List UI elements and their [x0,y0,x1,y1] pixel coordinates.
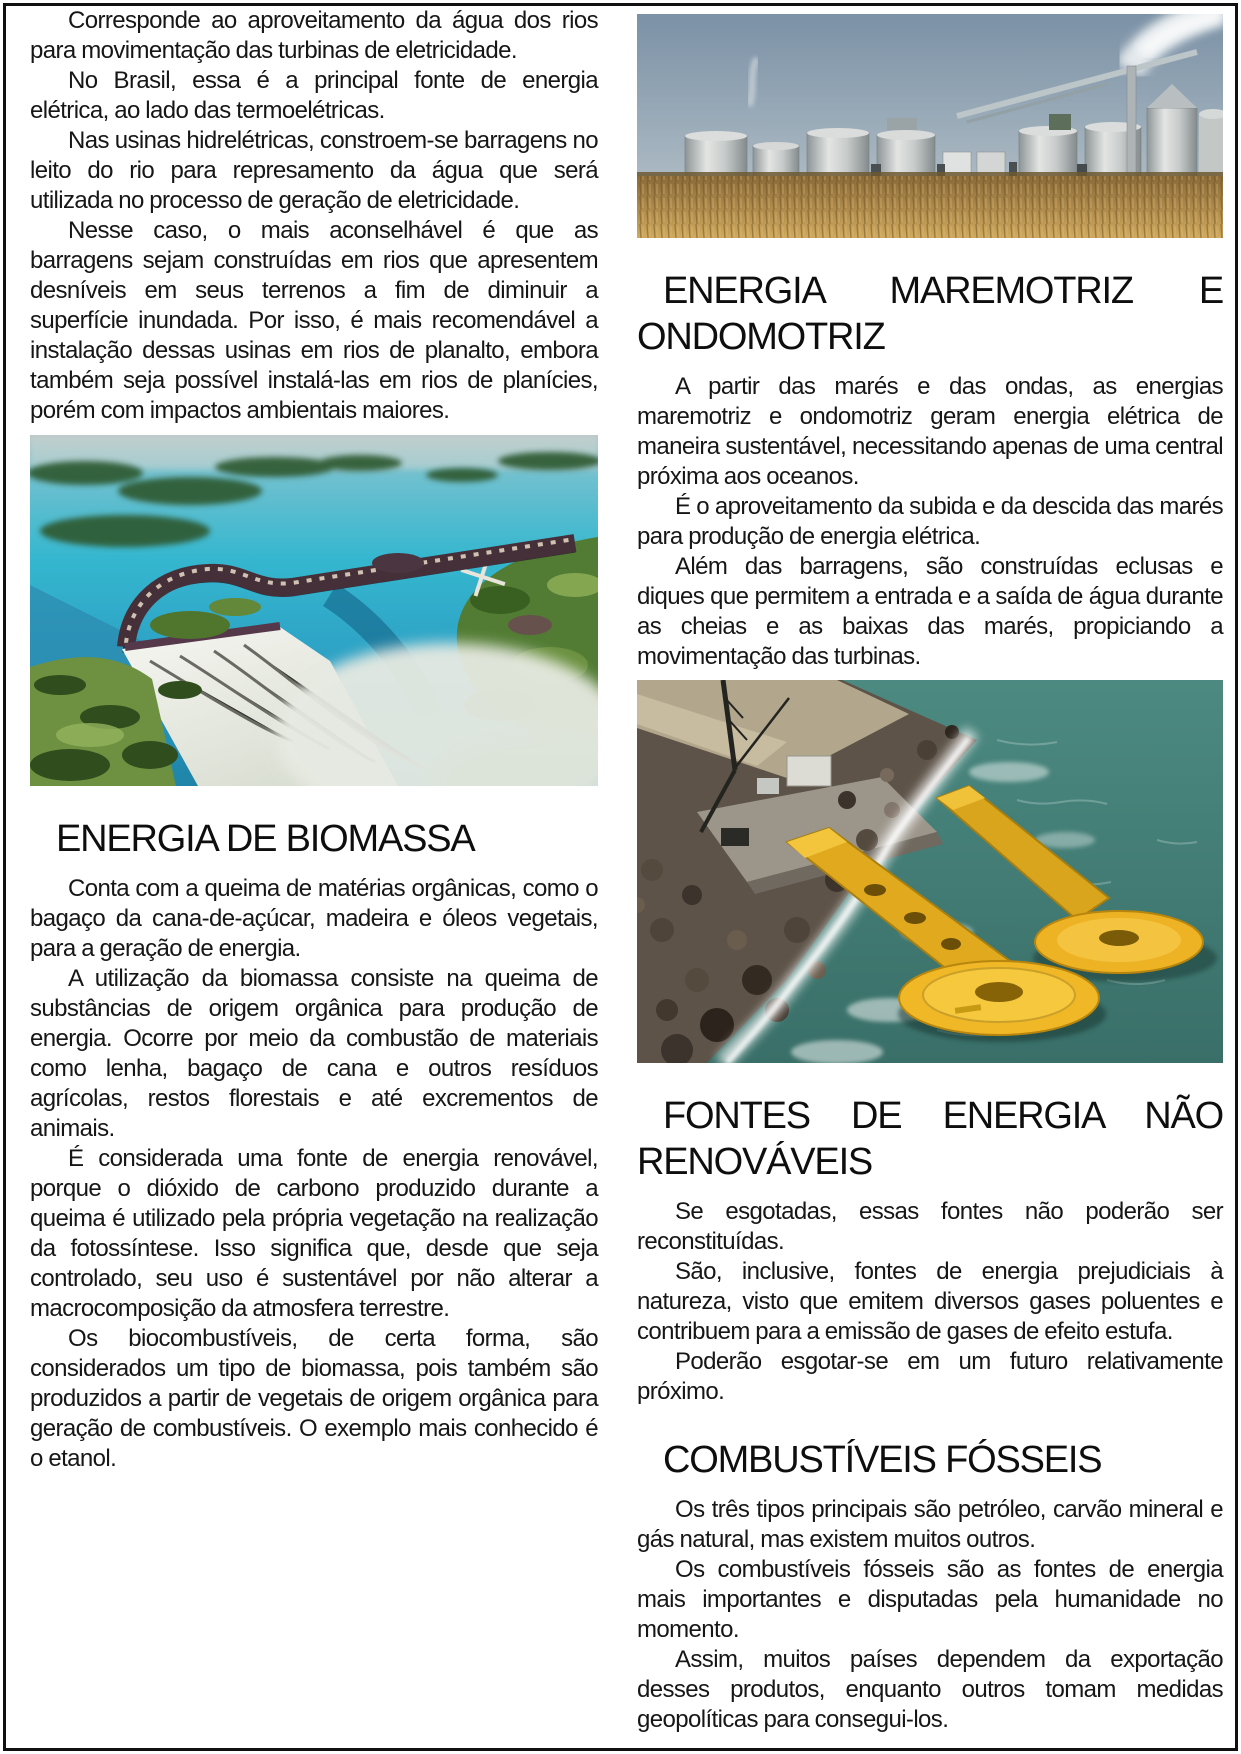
heading-energia-maremotriz-e-ondomotriz: ENERGIA MAREMOTRIZ E ONDOMOTRIZ [637,270,1223,358]
heading-fontes-nao-renovaveis: FONTES DE ENERGIA NÃO RENOVÁVEIS [637,1095,1223,1183]
paragraph-biomassa-2: A utilização da biomassa consiste na queima de substâncias de origem orgânica para produção de energia. Ocorre por meio da combustão de materiais como lenha, bagaço de cana e outros resíduos agrícolas, restos florestais e até excrementos de animais. [30,965,598,1142]
paragraph-biomassa-1: Conta com a queima de matérias orgânicas, como o bagaço da cana-de-açúcar, madeira e óleos vegetais, para a geração de energia. [30,875,598,962]
wave-energy-device-photo [637,680,1223,1063]
biofuel-plant-silos-photo [637,14,1223,238]
paragraph-nao-renovaveis-2: São, inclusive, fontes de energia prejudiciais à natureza, visto que emitem diversos gases poluentes e contribuem para a emissão de gases de efeito estufa. [637,1258,1223,1345]
paragraph-hidro-2: No Brasil, essa é a principal fonte de energia elétrica, ao lado das termoelétricas. [30,67,598,124]
paragraph-biomassa-3: É considerada uma fonte de energia renovável, porque o dióxido de carbono produzido durante a queima é utilizado pela própria vegetação na realização da fotossíntese. Isso significa que, desde que seja controlado, seu uso é sustentável por não alterar a macrocomposição da atmosfera terrestre. [30,1145,598,1322]
paragraph-fosseis-2: Os combustíveis fósseis são as fontes de energia mais importantes e disputadas pela humanidade no momento. [637,1556,1223,1643]
paragraph-maremotriz-1: A partir das marés e das ondas, as energias maremotriz e ondomotriz geram energia elétrica de maneira sustentável, necessitando apenas de uma central próxima aos oceanos. [637,373,1223,490]
paragraph-hidro-4: Nesse caso, o mais aconselhável é que as barragens sejam construídas em rios que apresentem desníveis em seus terrenos a fim de diminuir a superfície inundada. Por isso, é mais recomendável a instalação dessas usinas em rios de planalto, embora também seja possível instalá-las em rios de planícies, porém com impactos ambientais maiores. [30,217,598,424]
heading-energia-de-biomassa: ENERGIA DE BIOMASSA [56,818,475,860]
paragraph-hidro-3: Nas usinas hidrelétricas, constroem-se barragens no leito do rio para represamento da água que será utilizada no processo de geração de eletricidade. [30,127,598,214]
paragraph-biomassa-4: Os biocombustíveis, de certa forma, são considerados um tipo de biomassa, pois também são produzidos a partir de vegetais de origem orgânica para geração de combustíveis. O exemplo mais conhecido é o etanol. [30,1325,598,1472]
left-column [30,6,598,1474]
paragraph-nao-renovaveis-1: Se esgotadas, essas fontes não poderão ser reconstituídas. [637,1198,1223,1255]
paragraph-maremotriz-3: Além das barragens, são construídas eclusas e diques que permitem a entrada e a saída de água durante as cheias e as baixas das marés, propiciando a movimentação das turbinas. [637,553,1223,670]
hydroelectric-dam-aerial-photo [30,435,598,786]
paragraph-hidro-1: Corresponde ao aproveitamento da água dos rios para movimentação das turbinas de eletricidade. [30,7,598,64]
paragraph-maremotriz-2: É o aproveitamento da subida e da descida das marés para produção de energia elétrica. [637,493,1223,550]
paragraph-fosseis-3: Assim, muitos países dependem da exportação desses produtos, enquanto outros tomam medidas geopolíticas para consegui-los. [637,1646,1223,1733]
heading-combustiveis-fosseis: COMBUSTÍVEIS FÓSSEIS [663,1439,1102,1481]
right-column [637,14,1223,1735]
paragraph-fosseis-1: Os três tipos principais são petróleo, carvão mineral e gás natural, mas existem muitos outros. [637,1496,1223,1553]
paragraph-nao-renovaveis-3: Poderão esgotar-se em um futuro relativamente próximo. [637,1348,1223,1405]
